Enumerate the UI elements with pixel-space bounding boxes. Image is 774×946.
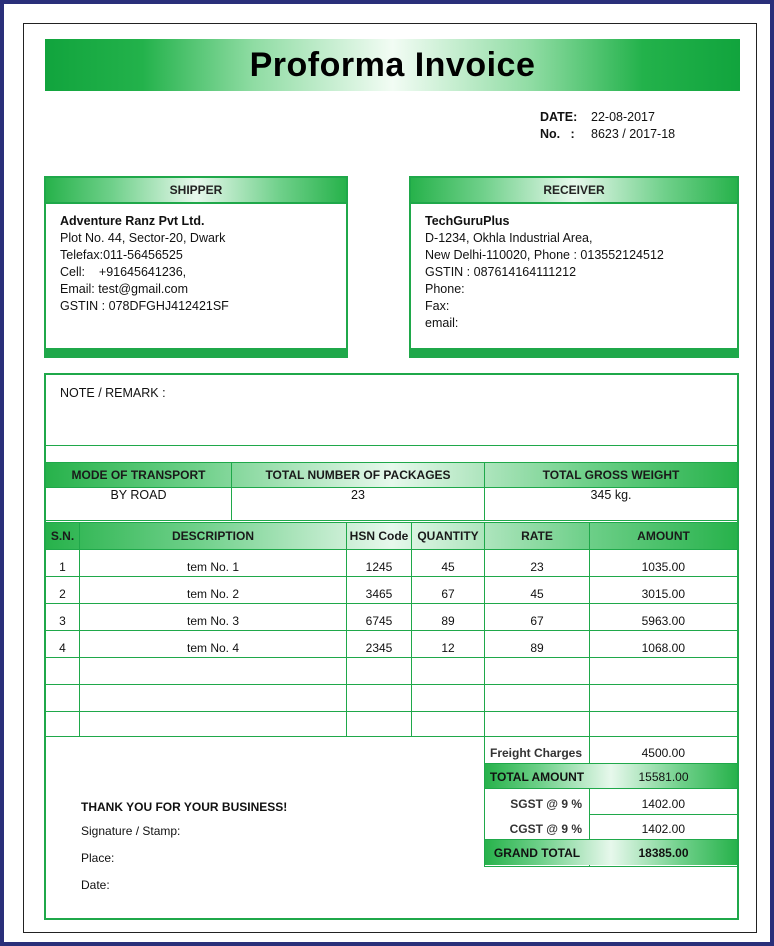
shipper-heading-bar — [46, 178, 346, 204]
date-field-label: Date: — [81, 878, 110, 892]
item-rate: 89 — [530, 641, 544, 655]
item-rate: 45 — [530, 587, 544, 601]
item-rate: 23 — [530, 560, 544, 574]
receiver-line-2: New Delhi-110020, Phone : 013552124512 — [425, 248, 664, 262]
item-quantity: 12 — [441, 641, 455, 655]
transport-weight-value: 345 kg. — [590, 488, 632, 502]
receiver-line-6: email: — [425, 316, 459, 330]
place-label: Place: — [81, 851, 115, 865]
page-title: Proforma Invoice — [249, 45, 536, 84]
shipper-line-4: Email: test@gmail.com — [60, 282, 188, 296]
signature-label: Signature / Stamp: — [81, 824, 181, 838]
item-quantity: 67 — [441, 587, 455, 601]
shipper-box — [44, 176, 348, 358]
transport-header-weight: TOTAL GROSS WEIGHT — [542, 468, 680, 482]
item-amount: 5963.00 — [641, 614, 685, 628]
item-sn: 1 — [59, 560, 66, 574]
items-header-quantity: QUANTITY — [417, 529, 479, 543]
receiver-box — [409, 176, 739, 358]
shipper-line-2: Telefax:011-56456525 — [60, 248, 183, 262]
item-hsn: 1245 — [365, 560, 393, 574]
item-description: tem No. 4 — [186, 641, 240, 655]
receiver-line-5: Fax: — [425, 299, 450, 313]
receiver-heading-bar — [411, 178, 737, 204]
details-table — [44, 373, 739, 920]
item-amount: 1068.00 — [641, 641, 685, 655]
transport-header-packages: TOTAL NUMBER OF PACKAGES — [265, 468, 451, 482]
shipper-name: Adventure Ranz Pvt Ltd. — [60, 214, 205, 228]
freight-value: 4500.00 — [641, 746, 685, 760]
note-label: NOTE / REMARK : — [60, 386, 166, 400]
items-header-rate: RATE — [521, 529, 553, 543]
cgst-label: CGST @ 9 % — [509, 822, 582, 836]
item-hsn: 2345 — [365, 641, 393, 655]
shipper-heading: SHIPPER — [169, 183, 223, 197]
invoice-number-label: No. : — [540, 127, 575, 141]
thank-you-text: THANK YOU FOR YOUR BUSINESS! — [81, 800, 288, 814]
item-quantity: 89 — [441, 614, 455, 628]
item-hsn: 3465 — [365, 587, 393, 601]
item-rate: 67 — [530, 614, 544, 628]
item-description: tem No. 2 — [186, 587, 240, 601]
transport-mode-value: BY ROAD — [110, 488, 167, 502]
item-amount: 1035.00 — [641, 560, 685, 574]
item-description: tem No. 1 — [186, 560, 240, 574]
grand-total-value: 18385.00 — [638, 846, 689, 860]
item-amount: 3015.00 — [641, 587, 685, 601]
grand-total-label: GRAND TOTAL — [493, 846, 581, 860]
item-sn: 2 — [59, 587, 66, 601]
item-quantity: 45 — [441, 560, 455, 574]
item-sn: 3 — [59, 614, 66, 628]
receiver-line-3: GSTIN : 087614164111212 — [425, 265, 577, 279]
items-header-sn: S.N. — [50, 529, 75, 543]
receiver-bottom-bar — [411, 348, 737, 356]
total-amount-value: 15581.00 — [638, 770, 689, 784]
cgst-value: 1402.00 — [641, 822, 685, 836]
date-value: 22-08-2017 — [591, 110, 655, 124]
receiver-heading: RECEIVER — [543, 183, 605, 197]
receiver-line-1: D-1234, Okhla Industrial Area, — [425, 231, 593, 245]
title-banner — [45, 39, 740, 91]
sgst-label: SGST @ 9 % — [510, 797, 582, 811]
items-header-hsn: HSN Code — [349, 529, 409, 543]
total-amount-label: TOTAL AMOUNT — [489, 770, 585, 784]
item-hsn: 6745 — [365, 614, 393, 628]
transport-header-mode: MODE OF TRANSPORT — [71, 468, 206, 482]
receiver-line-4: Phone: — [425, 282, 465, 296]
items-header-amount: AMOUNT — [637, 529, 690, 543]
item-sn: 4 — [59, 641, 66, 655]
freight-label: Freight Charges — [489, 746, 582, 760]
shipper-bottom-bar — [46, 348, 346, 356]
transport-packages-value: 23 — [351, 488, 365, 502]
shipper-line-5: GSTIN : 078DFGHJ412421SF — [60, 299, 229, 313]
item-description: tem No. 3 — [186, 614, 240, 628]
shipper-line-1: Plot No. 44, Sector-20, Dwark — [60, 231, 226, 245]
invoice-sheet — [23, 23, 757, 933]
receiver-name: TechGuruPlus — [425, 214, 510, 228]
page-frame — [4, 4, 770, 942]
invoice-number-value: 8623 / 2017-18 — [591, 127, 676, 141]
sgst-value: 1402.00 — [641, 797, 685, 811]
shipper-line-3: Cell: +91645641236, — [60, 265, 187, 279]
items-header-description: DESCRIPTION — [171, 529, 254, 543]
date-label: DATE: — [540, 110, 578, 124]
